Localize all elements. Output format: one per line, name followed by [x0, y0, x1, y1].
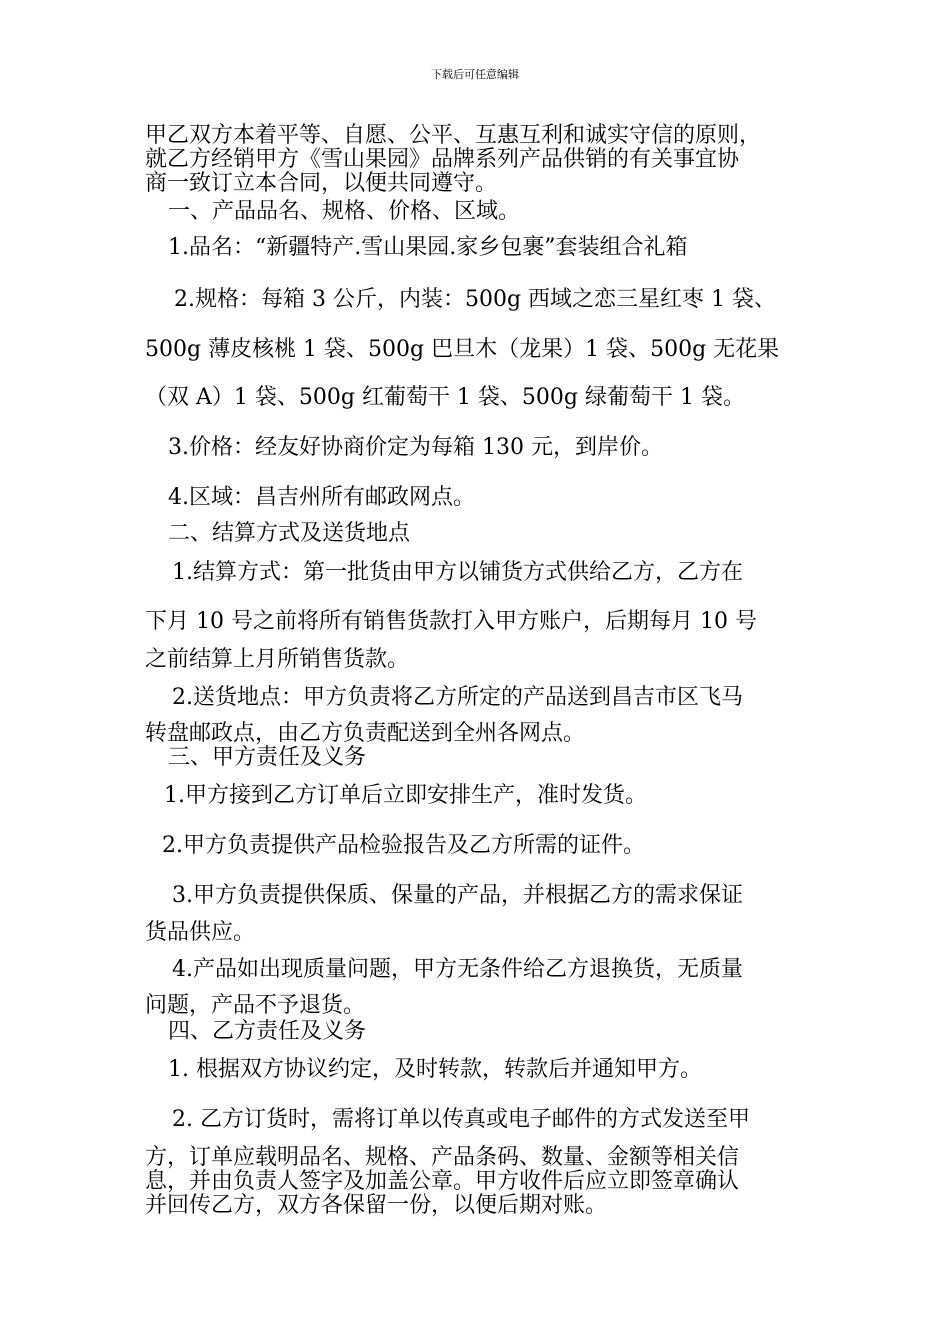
section1-item-price: 3.价格：经友好协商价定为每箱 130 元，到岸价。 — [168, 435, 663, 460]
intro-line: 甲乙双方本着平等、自愿、公平、互惠互利和诚实守信的原则， — [145, 123, 762, 148]
section-heading-1: 一、产品品名、规格、价格、区域。 — [168, 199, 521, 224]
section-heading-4: 四、乙方责任及义务 — [168, 1019, 367, 1044]
section4-item-1: 1. 根据双方协议约定，及时转款，转款后并通知甲方。 — [168, 1057, 702, 1082]
section3-item-3-line: 货品供应。 — [145, 920, 256, 945]
section2-settlement-line: 下月 10 号之前将所有销售货款打入甲方账户，后期每月 10 号 — [145, 609, 757, 634]
section4-item-2-line: 2. 乙方订货时，需将订单以传真或电子邮件的方式发送至甲 — [172, 1107, 750, 1132]
section3-item-2: 2.甲方负责提供产品检验报告及乙方所需的证件。 — [162, 833, 645, 858]
section2-settlement-line: 1.结算方式：第一批货由甲方以铺货方式供给乙方，乙方在 — [172, 560, 743, 585]
section1-item-region: 4.区域：昌吉州所有邮政网点。 — [168, 485, 475, 510]
section3-item-4-line: 4.产品如出现质量问题，甲方无条件给乙方退换货，无质量 — [172, 957, 743, 982]
section4-item-2-line: 并回传乙方，双方各保留一份，以便后期对账。 — [145, 1193, 608, 1218]
section2-delivery-line: 2.送货地点：甲方负责将乙方所定的产品送到昌吉市区飞马 — [172, 685, 743, 710]
intro-line: 就乙方经销甲方《雪山果园》品牌系列产品供销的有关事宜协 — [145, 147, 740, 172]
section4-item-2-line: 方，订单应载明品名、规格、产品条码、数量、金额等相关信 — [145, 1145, 740, 1170]
intro-paragraph — [145, 124, 835, 196]
section2-settlement-line: 之前结算上月所销售货款。 — [145, 647, 410, 672]
section1-item-spec-line: （双 A）1 袋、500g 红葡萄干 1 袋、500g 绿葡萄干 1 袋。 — [145, 385, 745, 410]
section4-item-2-line: 息，并由负责人签字及加盖公章。甲方收件后应立即签章确认 — [145, 1169, 740, 1194]
intro-line: 商一致订立本合同，以便共同遵守。 — [145, 171, 498, 196]
section2-delivery-line: 转盘邮政点，由乙方负责配送到全州各网点。 — [145, 721, 586, 746]
section1-item-spec-line: 2.规格：每箱 3 公斤，内装：500g 西域之恋三星红枣 1 袋、 — [174, 287, 777, 312]
section-heading-3: 三、甲方责任及义务 — [168, 745, 367, 770]
section3-item-1: 1.甲方接到乙方订单后立即安排生产，准时发货。 — [164, 783, 647, 808]
section1-item-name: 1.品名：“新疆特产.雪山果园.家乡包裹”套装组合礼箱 — [168, 235, 688, 260]
page-header-note: 下载后可任意编辑 — [431, 68, 519, 81]
section3-item-4-line: 问题，产品不予退货。 — [145, 993, 366, 1018]
section3-item-3-line: 3.甲方负责提供保质、保量的产品，并根据乙方的需求保证 — [172, 883, 743, 908]
section-heading-2: 二、结算方式及送货地点 — [168, 521, 411, 546]
section1-item-spec-line: 500g 薄皮核桃 1 袋、500g 巴旦木（龙果）1 袋、500g 无花果 — [145, 337, 780, 362]
